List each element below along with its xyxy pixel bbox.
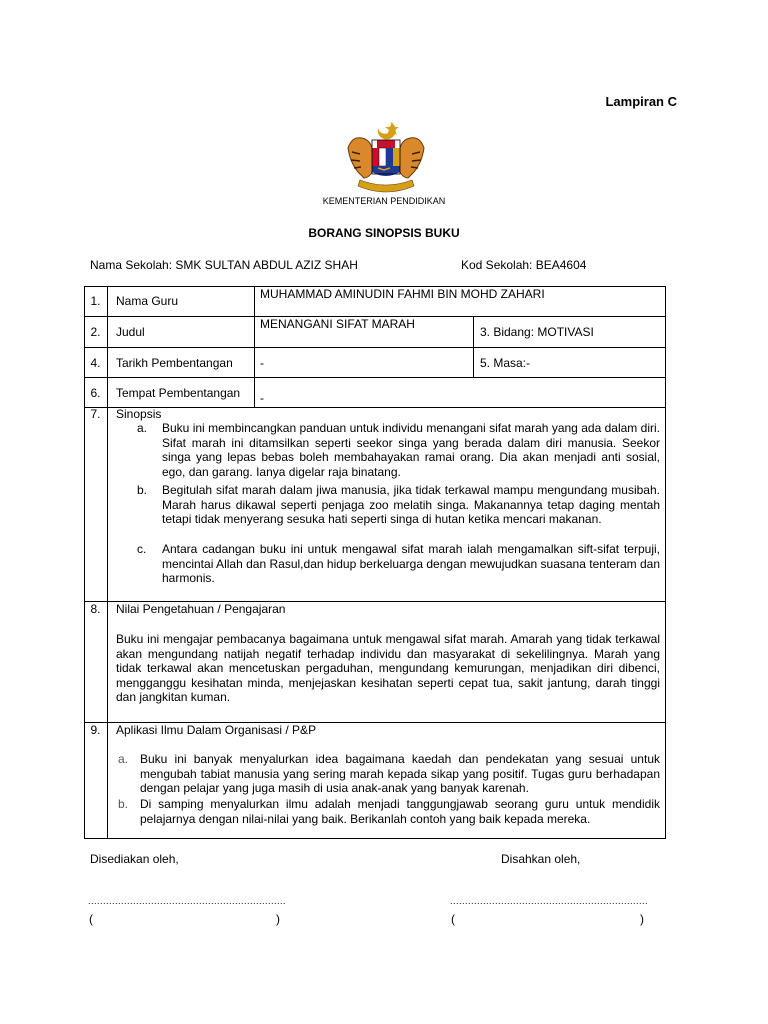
- teacher-name-label: Nama Guru: [116, 294, 179, 308]
- name-bracket-close: ): [276, 912, 280, 926]
- list-marker: b.: [137, 483, 148, 497]
- presentation-date-label: Tarikh Pembentangan: [116, 356, 233, 370]
- malaysia-coat-of-arms-icon: [342, 118, 430, 194]
- presentation-date-value: -: [260, 356, 264, 370]
- title-label: Judul: [116, 325, 145, 339]
- school-name: Nama Sekolah: SMK SULTAN ABDUL AZIZ SHAH: [90, 258, 358, 272]
- synopsis-label: Sinopsis: [116, 407, 162, 421]
- field-value: 3. Bidang: MOTIVASI: [480, 325, 594, 339]
- name-bracket-close: ): [640, 912, 644, 926]
- title-value: MENANGANI SIFAT MARAH: [260, 317, 415, 331]
- ministry-name: KEMENTERIAN PENDIDIKAN: [322, 196, 446, 206]
- row-number: 7.: [90, 407, 101, 421]
- presentation-venue-label: Tempat Pembentangan: [116, 386, 241, 400]
- presentation-venue-value: -: [260, 391, 264, 405]
- row-number: 2.: [90, 325, 101, 339]
- row-number: 4.: [90, 356, 101, 370]
- form-title: BORANG SINOPSIS BUKU: [308, 226, 460, 240]
- prepared-by-label: Disediakan oleh,: [90, 852, 179, 866]
- row-number: 8.: [90, 602, 101, 616]
- list-marker: c.: [137, 542, 147, 556]
- signature-line-prepared: ..................................................................: [88, 896, 287, 906]
- name-bracket-open: (: [451, 912, 455, 926]
- synopsis-item: Buku ini membincangkan panduan untuk individu menangani sifat marah yang ada dalam diri. Sifat marah ini ditamsilkan seperti seekor singa yang berada dalam diri manusia. Seekor singa yang lepas bebas boleh membahayakan ramai orang. Dia akan menjadi anti sosial, ego, dan garang. Ianya digelar raja binatang.: [162, 421, 660, 479]
- application-item: Di samping menyalurkan ilmu adalah menjadi tanggungjawab seorang guru untuk mendidik pelajarnya dengan nilai-nilai yang baik. Berikanlah contoh yang baik kepada mereka.: [140, 797, 660, 826]
- name-bracket-open: (: [89, 912, 93, 926]
- list-marker: b.: [118, 797, 129, 811]
- synopsis-item: Begitulah sifat marah dalam jiwa manusia, jika tidak terkawal mampu mengundang musibah. Marah harus dikawal seperti penjaga zoo melatih singa. Makanannya tetap daging mentah tetapi tidak menyerang sesuka hati seperti singa di hutan ketika mencari makanan.: [162, 483, 660, 527]
- row-number: 9.: [90, 723, 101, 737]
- synopsis-item: Antara cadangan buku ini untuk mengawal sifat marah ialah mengamalkan sift-sifat terpuji, mencintai Allah dan Rasul,dan hidup berkeluarga dengan mewujudkan suasana tenteram dan harmonis.: [162, 542, 660, 586]
- row-number: 6.: [90, 386, 101, 400]
- annex-label: Lampiran C: [605, 94, 677, 109]
- application-label: Aplikasi Ilmu Dalam Organisasi / P&P: [116, 723, 317, 737]
- list-marker: a.: [137, 421, 148, 435]
- presentation-time-value: 5. Masa:-: [480, 356, 531, 370]
- school-code: Kod Sekolah: BEA4604: [461, 258, 587, 272]
- approved-by-label: Disahkan oleh,: [501, 852, 581, 866]
- knowledge-value-label: Nilai Pengetahuan / Pengajaran: [116, 602, 286, 616]
- list-marker: a.: [118, 752, 129, 766]
- application-item: Buku ini banyak menyalurkan idea bagaimana kaedah dan pendekatan yang sesuai untuk mengubah tabiat manusia yang sering marah kepada sikap yang positif. Tugas guru berhadapan dengan pelajar yang juga masih di usia anak-anak yang banyak karenah.: [140, 752, 660, 796]
- teacher-name-value: MUHAMMAD AMINUDIN FAHMI BIN MOHD ZAHARI: [260, 287, 545, 301]
- signature-line-approved: ..................................................................: [450, 896, 648, 906]
- row-number: 1.: [90, 294, 101, 308]
- knowledge-value-text: Buku ini mengajar pembacanya bagaimana untuk mengawal sifat marah. Amarah yang tidak terkawal akan mengundang natijah negatif terhadap individu dan masyarakat di sekelilingnya. Marah yang tidak terkawal akan mencetuskan pergaduhan, mengundang kemurungan, menjadikan diri dibenci, mengganggu kesihatan minda, menjejaskan kesihatan seperti cepat tua, sakit jantung, darah tinggi dan jangkitan kuman.: [116, 632, 660, 705]
